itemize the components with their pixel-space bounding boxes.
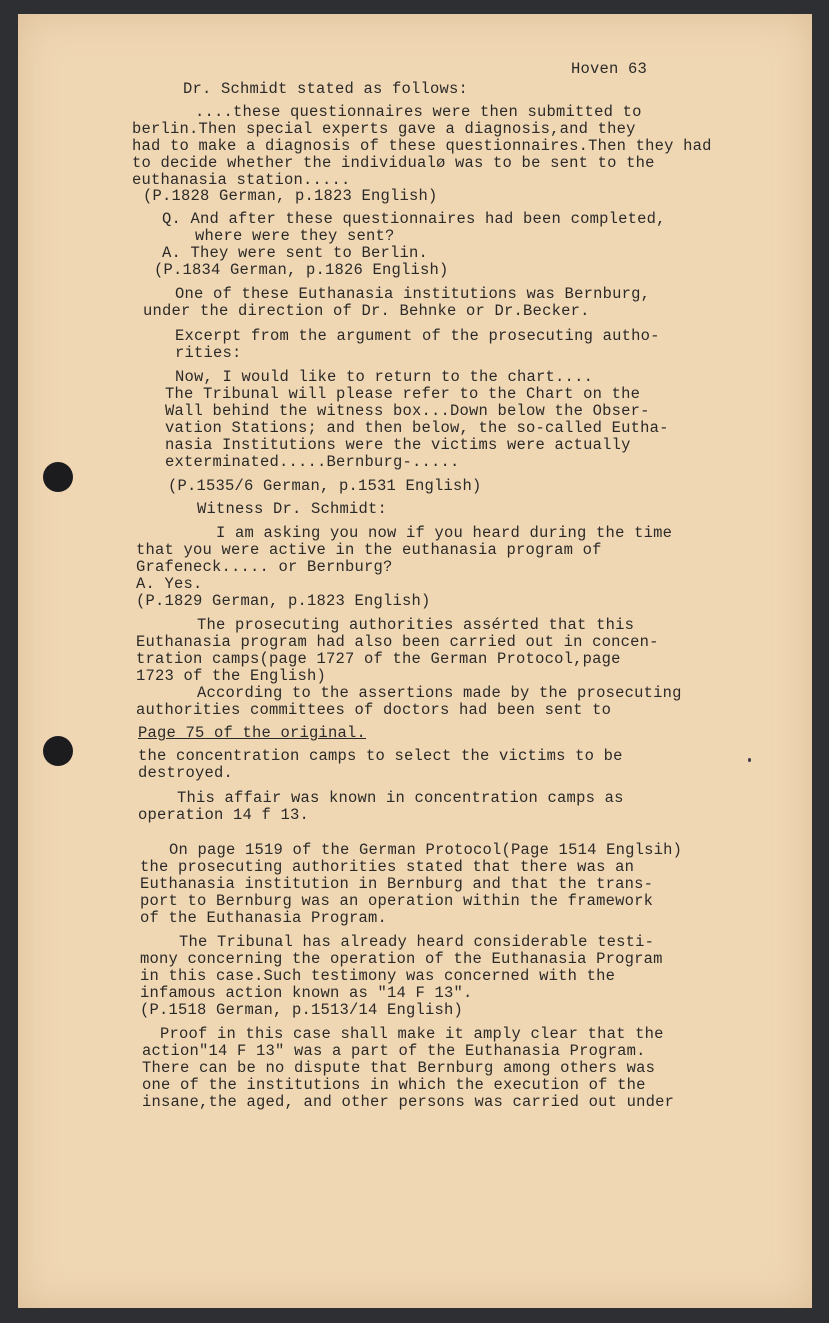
citation: (P.1834 German, p.1826 English): [154, 261, 449, 279]
text-line: nasia Institutions were the victims were actually: [165, 436, 631, 454]
text-line: Q. And after these questionnaires had been completed,: [162, 210, 666, 228]
text-line: one of the institutions in which the execution of the: [142, 1076, 646, 1094]
text-line: According to the assertions made by the prosecuting: [197, 684, 682, 702]
text-line: operation 14 f 13.: [138, 806, 310, 824]
citation: (P.1829 German, p.1823 English): [136, 592, 431, 610]
text-line: Now, I would like to return to the chart....: [175, 368, 594, 386]
text-line: Dr. Schmidt stated as follows:: [183, 80, 469, 98]
text-line: Grafeneck..... or Bernburg?: [136, 558, 393, 576]
text-line: There can be no dispute that Bernburg among others was: [142, 1059, 656, 1077]
original-page-marker: Page 75 of the original.: [138, 724, 367, 742]
text-line: This affair was known in concentration camps as: [177, 789, 624, 807]
text-line: The Tribunal has already heard considerable testi-: [179, 933, 655, 951]
text-line: Euthanasia program had also been carried out in concen-: [136, 633, 659, 651]
text-line: port to Bernburg was an operation within the framework: [140, 892, 654, 910]
text-line: exterminated.....Bernburg-.....: [165, 453, 460, 471]
text-line: Proof in this case shall make it amply clear that the: [160, 1025, 664, 1043]
text-line: ....these questionnaires were then submitted to: [195, 103, 642, 121]
text-line: authorities committees of doctors had been sent to: [136, 701, 612, 719]
page-reference: Hoven 63: [571, 60, 648, 78]
text-line: to decide whether the individualø was to be sent to the: [132, 154, 655, 172]
text-line: One of these Euthanasia institutions was Bernburg,: [175, 285, 651, 303]
text-line: The Tribunal will please refer to the Chart on the: [165, 385, 641, 403]
text-line: berlin.Then special experts gave a diagnosis,and they: [132, 120, 636, 138]
document-page: [18, 14, 812, 1308]
text-line: On page 1519 of the German Protocol(Page 1514 Englsih): [169, 841, 683, 859]
text-line: Euthanasia institution in Bernburg and that the trans-: [140, 875, 654, 893]
text-line: mony concerning the operation of the Euthanasia Program: [140, 950, 663, 968]
text-line: under the direction of Dr. Behnke or Dr.Becker.: [143, 302, 590, 320]
text-line: insane,the aged, and other persons was carried out under: [142, 1093, 675, 1111]
ink-speck: [748, 758, 751, 762]
text-line: destroyed.: [138, 764, 234, 782]
text-line: in this case.Such testimony was concerned with the: [140, 967, 616, 985]
text-line: action"14 F 13" was a part of the Euthanasia Program.: [142, 1042, 646, 1060]
text-line: I am asking you now if you heard during the time: [216, 524, 673, 542]
text-line: A. They were sent to Berlin.: [162, 244, 429, 262]
punch-hole: [43, 462, 73, 492]
citation: (P.1535/6 German, p.1531 English): [168, 477, 482, 495]
citation: (P.1518 German, p.1513/14 English): [140, 1001, 464, 1019]
text-line: Wall behind the witness box...Down below the Obser-: [165, 402, 650, 420]
text-line: the concentration camps to select the victims to be: [138, 747, 623, 765]
text-line: 1723 of the English): [136, 667, 327, 685]
text-line: the prosecuting authorities stated that there was an: [140, 858, 635, 876]
text-line: where were they sent?: [195, 227, 395, 245]
text-line: euthanasia station.....: [132, 171, 351, 189]
punch-hole: [43, 736, 73, 766]
text-line: infamous action known as "14 F 13".: [140, 984, 473, 1002]
citation: (P.1828 German, p.1823 English): [143, 187, 438, 205]
text-line: tration camps(page 1727 of the German Protocol,page: [136, 650, 621, 668]
text-line: vation Stations; and then below, the so-called Eutha-: [165, 419, 669, 437]
text-line: rities:: [175, 344, 242, 362]
text-line: Excerpt from the argument of the prosecuting autho-: [175, 327, 660, 345]
text-line: had to make a diagnosis of these questionnaires.Then they had: [132, 137, 712, 155]
text-line: that you were active in the euthanasia program of: [136, 541, 602, 559]
text-line: A. Yes.: [136, 575, 203, 593]
text-line: Witness Dr. Schmidt:: [197, 500, 388, 518]
text-line: The prosecuting authorities assérted that this: [197, 616, 635, 634]
text-line: of the Euthanasia Program.: [140, 909, 388, 927]
